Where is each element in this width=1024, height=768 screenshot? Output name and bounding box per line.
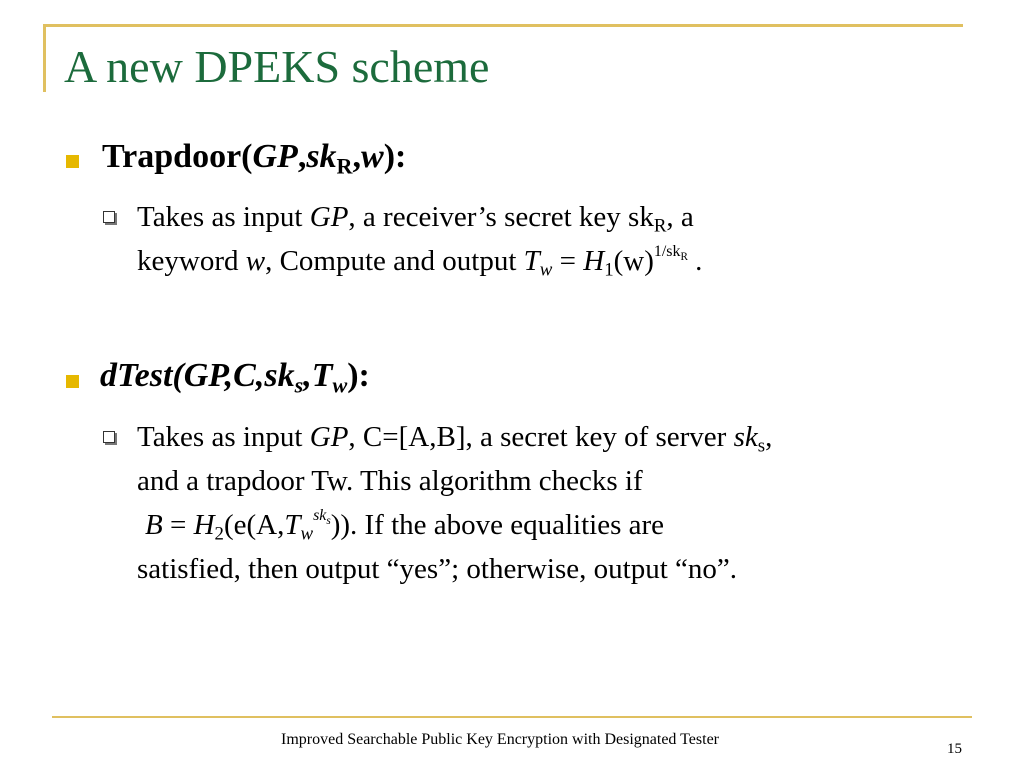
trapdoor-gp: GP bbox=[252, 138, 298, 175]
text-sub: R bbox=[653, 215, 667, 237]
text: . If the above equalities are bbox=[350, 509, 665, 541]
frame-left-line bbox=[43, 24, 46, 92]
text-w: w bbox=[245, 245, 266, 277]
text-sk: sk bbox=[733, 421, 758, 453]
text: , a receiver’s secret key sk bbox=[348, 201, 654, 233]
dtest-close: ): bbox=[347, 357, 370, 394]
text: Takes as input bbox=[137, 421, 310, 453]
dtest-heading bbox=[100, 357, 370, 398]
trapdoor-comma2: , bbox=[352, 138, 362, 175]
text: , C=[A,B], a secret key of server bbox=[348, 421, 734, 453]
trapdoor-line-2 bbox=[137, 239, 702, 283]
text-gp: GP bbox=[309, 421, 349, 453]
formula-H: H bbox=[193, 509, 215, 541]
dtest-sub-s: s bbox=[294, 372, 304, 398]
dtest-line-3 bbox=[145, 503, 664, 547]
formula-H: H bbox=[583, 245, 605, 277]
dtest-line-1 bbox=[137, 415, 772, 459]
formula-exp: sk bbox=[313, 506, 327, 524]
formula-H-sub: 2 bbox=[214, 523, 224, 545]
formula-exp-sub: R bbox=[680, 250, 688, 263]
dtest-formula bbox=[145, 506, 351, 545]
hollow-square-bullet-icon bbox=[103, 431, 115, 443]
footer-text: Improved Searchable Public Key Encryption with Designated Tester bbox=[280, 731, 719, 748]
text: , a bbox=[666, 201, 694, 233]
trapdoor-name: Trapdoor( bbox=[102, 138, 253, 175]
formula-eq: = bbox=[162, 509, 194, 541]
formula-T: T bbox=[284, 509, 301, 541]
text: keyword bbox=[137, 245, 246, 277]
page-number: 15 bbox=[947, 741, 962, 757]
dtest-name: dTest(GP,C,sk bbox=[100, 357, 295, 394]
formula-T: T bbox=[523, 245, 540, 277]
dtest-comma: ,T bbox=[303, 357, 333, 394]
formula-exp: 1/sk bbox=[653, 242, 681, 260]
text: , Compute and output bbox=[265, 245, 524, 277]
text: , bbox=[765, 421, 773, 453]
trapdoor-formula bbox=[523, 242, 688, 281]
trapdoor-line-1 bbox=[137, 195, 694, 239]
frame-top-line bbox=[43, 24, 963, 27]
square-bullet-icon bbox=[66, 155, 79, 168]
dtest-sub-w: w bbox=[332, 372, 348, 398]
trapdoor-w: w bbox=[361, 138, 384, 175]
trapdoor-close: ): bbox=[383, 138, 407, 175]
formula-arg: (w) bbox=[613, 245, 654, 277]
trapdoor-sk: sk bbox=[306, 138, 337, 175]
formula-open: (e(A, bbox=[223, 509, 285, 541]
formula-B: B bbox=[145, 509, 163, 541]
dtest-line-2: and a trapdoor Tw. This algorithm checks if bbox=[137, 465, 643, 497]
trapdoor-heading bbox=[102, 138, 407, 179]
formula-H-sub: 1 bbox=[604, 259, 614, 281]
square-bullet-icon bbox=[66, 375, 79, 388]
trapdoor-comma: , bbox=[297, 138, 307, 175]
formula-T-sub: w bbox=[300, 523, 314, 545]
text-gp: GP bbox=[309, 201, 349, 233]
formula-eq: = bbox=[552, 245, 584, 277]
dtest-line-4: satisfied, then output “yes”; otherwise, output “no”. bbox=[137, 553, 737, 585]
footer-divider bbox=[52, 716, 972, 718]
slide-title: A new DPEKS scheme bbox=[64, 41, 490, 92]
formula-close: )) bbox=[330, 509, 351, 541]
trapdoor-sk-sub: R bbox=[336, 153, 353, 179]
formula-exp-sub: s bbox=[326, 514, 331, 527]
text: . bbox=[687, 245, 703, 277]
formula-T-sub: w bbox=[539, 259, 553, 281]
hollow-square-bullet-icon bbox=[103, 211, 115, 223]
text-sub: s bbox=[757, 435, 766, 457]
text: Takes as input bbox=[137, 201, 310, 233]
